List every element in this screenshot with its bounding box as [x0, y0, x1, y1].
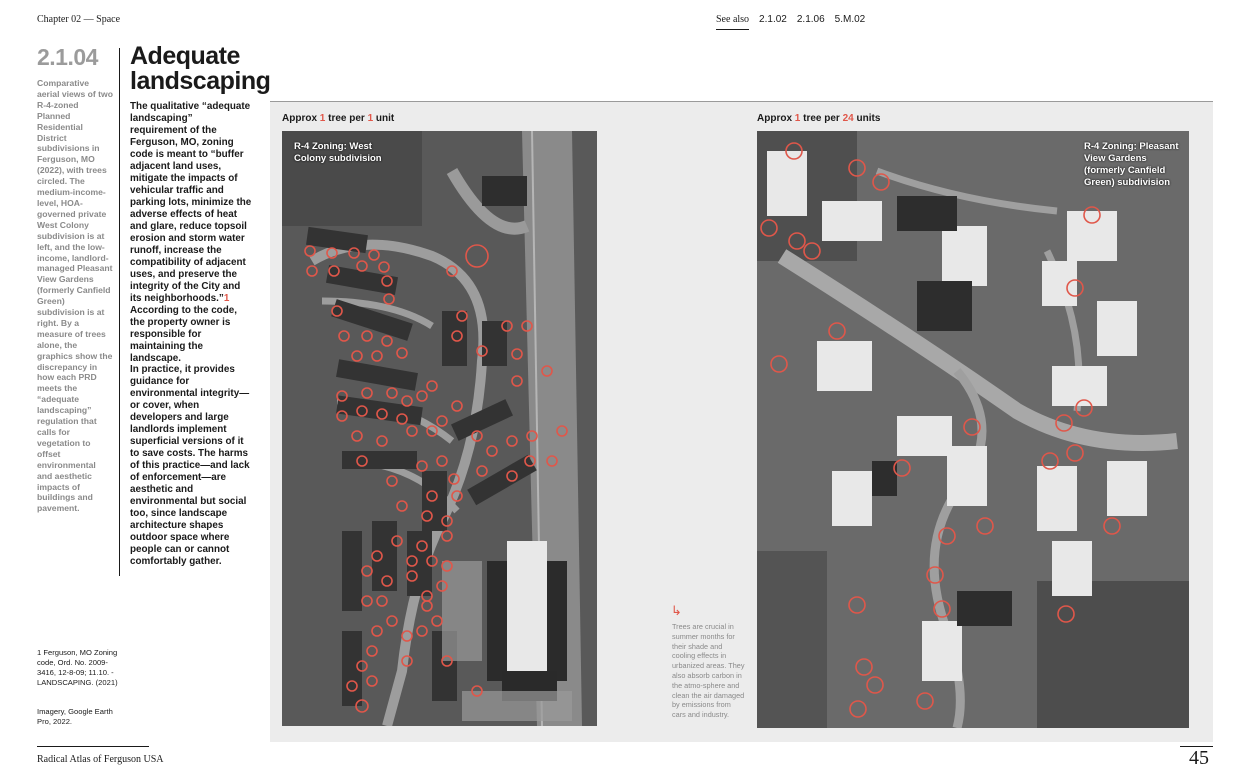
heading-text: Approx	[282, 113, 320, 124]
right-map-heading	[757, 113, 880, 124]
chapter-header: Chapter 02 — Space	[37, 14, 121, 25]
aerial-image	[282, 131, 597, 726]
tree-count: 1	[319, 113, 326, 124]
map-label: R-4 Zoning: Pleasant View Gardens (formerly Canfield Green) subdivision	[1084, 141, 1179, 188]
heading-text: tree per	[800, 113, 843, 124]
page-title: Adequate landscaping	[130, 42, 271, 95]
see-also-link[interactable]: 2.1.06	[796, 14, 825, 25]
map-label: R-4 Zoning: West Colony subdivision	[294, 141, 382, 164]
body-paragraph-1	[130, 101, 252, 365]
corner-arrow-icon: ↳	[671, 603, 682, 618]
see-also-bar	[716, 14, 865, 30]
heading-text: unit	[373, 113, 395, 124]
aerial-map-pleasant-view	[757, 131, 1189, 728]
footnote-marker[interactable]: 1	[223, 293, 230, 304]
see-also-link[interactable]: 5.M.02	[834, 14, 866, 25]
page-number: 45	[1189, 747, 1209, 769]
aerial-image	[757, 131, 1189, 728]
column-divider	[119, 48, 120, 576]
tree-count: 1	[794, 113, 801, 124]
see-also-link[interactable]: 2.1.02	[759, 14, 787, 25]
book-title: Radical Atlas of Ferguson USA	[37, 754, 164, 765]
body-text: According to the code, the property owner is responsible for maintaining the landscape.	[130, 305, 237, 364]
imagery-credit: Imagery, Google Earth Pro, 2022.	[37, 707, 113, 726]
heading-text: units	[853, 113, 881, 124]
aerial-map-west-colony	[282, 131, 597, 726]
unit-count: 1	[367, 113, 374, 124]
body-paragraph-2: In practice, it provides guidance for environmental integrity—or cover, when developers and large landlords implement superficial versions of it to save costs. The harms of this practice—and lack of enforcement—are aesthetic and environmental but social too, since landscape architecture shapes outdoor space where people can or cannot comfortably gather.	[130, 364, 250, 567]
footer-rule	[37, 746, 149, 747]
body-text: The qualitative “adequate landscaping” requirement of the Ferguson, MO, zoning code is meant to “buffer adjacent land uses, mitigate the impacts of vehicular traffic and parking lots, minimize the adverse effects of heat and glare, reduce topsoil erosion and storm water runoff, increase the compatibility of adjacent uses, and preserve the integrity of the City and its neighborhoods.”	[130, 101, 252, 304]
heading-text: tree per	[325, 113, 368, 124]
left-map-heading	[282, 113, 394, 124]
section-number: 2.1.04	[37, 44, 98, 70]
see-also-label: See also	[716, 14, 749, 30]
trees-note: Trees are crucial in summer months for their shade and cooling effects in urbanized areas. They also absorb carbon in the atmo-sphere and clean the air damaged by emissions from cars and industry.	[672, 622, 745, 720]
unit-count: 24	[842, 113, 854, 124]
heading-text: Approx	[757, 113, 795, 124]
footnote: 1 Ferguson, MO Zoning code, Ord. No. 2009-3416, 12-8-09; 11.10. -LANDSCAPING. (2021)	[37, 648, 118, 687]
side-caption: Comparative aerial views of two R-4-zoned Planned Residential District subdivisions in Ferguson, MO (2022), with trees circled. The medium-income-level, HOA-governed private West Colony subdivision is at left, and the low-income, landlord-managed Pleasant View Gardens (formerly Canfield Green) subdivision is at right. By a measure of trees alone, the graphics show the discrepancy in how each PRD meets the “adequate landscaping” regulation that calls for vegetation to offset environmental and aesthetic impacts of buildings and pavement.	[37, 78, 113, 514]
